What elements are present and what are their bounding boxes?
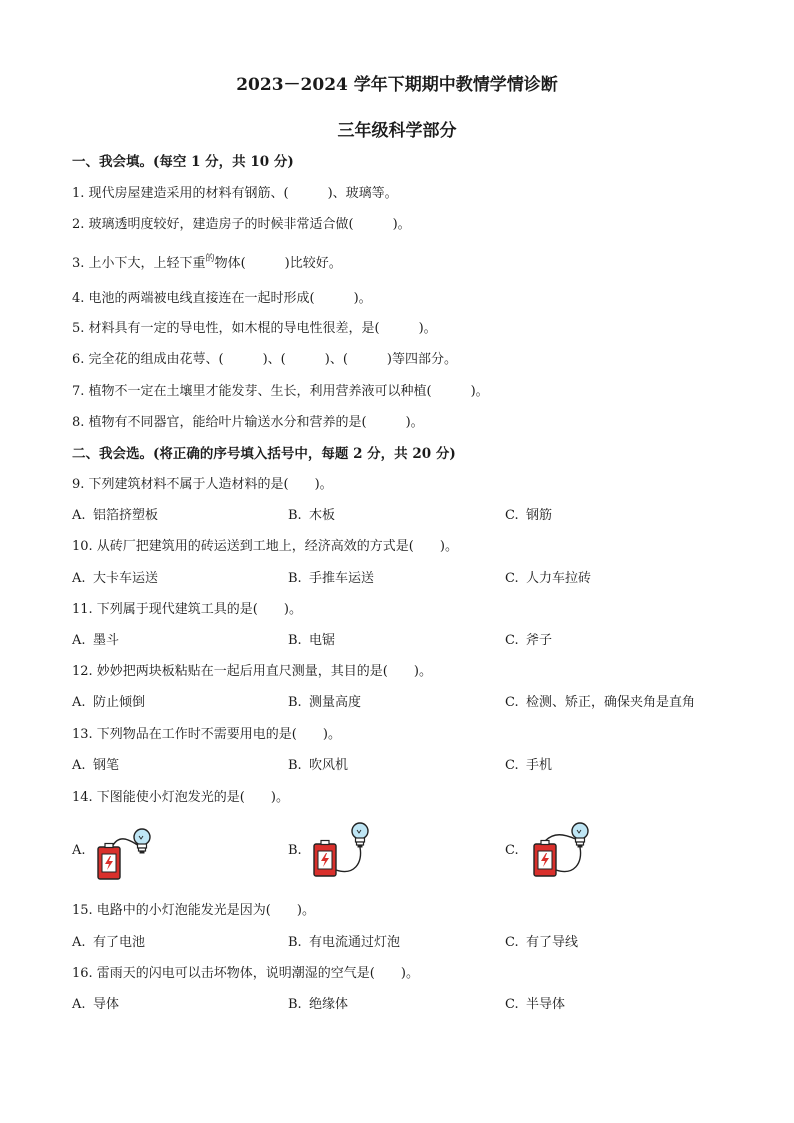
option-9-b[interactable] bbox=[288, 504, 335, 523]
light-bulb-icon bbox=[134, 829, 150, 854]
option-13-b[interactable] bbox=[288, 754, 348, 773]
page-title: 2023－2024 学年下期期中教情学情诊断 bbox=[236, 75, 558, 95]
circuit-diagram-a bbox=[94, 823, 158, 883]
option-letter: A. bbox=[72, 633, 86, 648]
option-letter: B. bbox=[288, 843, 302, 858]
option-letter: A. bbox=[72, 695, 86, 710]
question-5: 5. 材料具有一定的导电性，如木棍的导电性很差，是( )。 bbox=[72, 321, 437, 336]
question-3-end: 物体( )比较好。 bbox=[214, 256, 342, 271]
question-15: 15. 电路中的小灯泡能发光是因为( )。 bbox=[72, 903, 315, 918]
option-letter: B. bbox=[288, 508, 302, 523]
option-letter: A. bbox=[72, 508, 86, 523]
option-10-c[interactable] bbox=[505, 567, 591, 586]
option-11-b[interactable] bbox=[288, 629, 335, 648]
option-letter: C. bbox=[505, 935, 519, 950]
circuit-diagram-b bbox=[306, 818, 380, 884]
option-letter: C. bbox=[505, 508, 519, 523]
option-text: 手机 bbox=[526, 758, 553, 773]
option-15-a[interactable] bbox=[72, 931, 145, 950]
battery-icon bbox=[98, 844, 120, 880]
option-text: 钢筋 bbox=[526, 508, 553, 523]
option-text: 导体 bbox=[93, 997, 120, 1012]
option-letter: B. bbox=[288, 571, 302, 586]
section-2-heading: 二、我会选。(将正确的序号填入括号中，每题 2 分，共 20 分) bbox=[72, 446, 456, 462]
option-13-a[interactable] bbox=[72, 754, 119, 773]
option-11-c[interactable] bbox=[505, 629, 552, 648]
option-letter: C. bbox=[505, 695, 519, 710]
option-12-a[interactable] bbox=[72, 691, 145, 710]
page-subtitle: 三年级科学部分 bbox=[337, 121, 457, 141]
option-text: 钢笔 bbox=[93, 758, 120, 773]
option-16-c[interactable] bbox=[505, 993, 565, 1012]
option-letter: A. bbox=[72, 997, 86, 1012]
question-8: 8. 植物有不同器官，能给叶片输送水分和营养的是( )。 bbox=[72, 415, 424, 430]
option-text: 墨斗 bbox=[93, 633, 120, 648]
question-16: 16. 雷雨天的闪电可以击坏物体，说明潮湿的空气是( )。 bbox=[72, 966, 419, 981]
option-text: 半导体 bbox=[526, 997, 566, 1012]
option-letter: B. bbox=[288, 695, 302, 710]
question-12: 12. 妙妙把两块板粘贴在一起后用直尺测量，其目的是( )。 bbox=[72, 664, 432, 679]
option-13-c[interactable] bbox=[505, 754, 552, 773]
option-text: 检测、矫正，确保夹角是直角 bbox=[526, 695, 696, 710]
option-9-a[interactable] bbox=[72, 504, 158, 523]
battery-icon bbox=[534, 841, 556, 877]
option-text: 木板 bbox=[309, 508, 336, 523]
option-text: 测量高度 bbox=[309, 695, 362, 710]
question-13: 13. 下列物品在工作时不需要用电的是( )。 bbox=[72, 727, 341, 742]
question-14: 14. 下图能使小灯泡发光的是( )。 bbox=[72, 790, 289, 805]
circuit-diagram-c bbox=[526, 818, 600, 884]
question-4: 4. 电池的两端被电线直接连在一起时形成( )。 bbox=[72, 291, 372, 306]
question-2: 2. 玻璃透明度较好，建造房子的时候非常适合做( )。 bbox=[72, 217, 411, 232]
light-bulb-icon bbox=[352, 823, 368, 848]
option-letter: C. bbox=[505, 758, 519, 773]
battery-icon bbox=[314, 841, 336, 877]
option-text: 大卡车运送 bbox=[93, 571, 159, 586]
option-letter: A. bbox=[72, 843, 86, 858]
option-text: 防止倾倒 bbox=[93, 695, 146, 710]
wire bbox=[556, 848, 581, 872]
wire bbox=[336, 848, 361, 872]
question-3 bbox=[72, 252, 342, 271]
question-3-superscript: 的 bbox=[205, 254, 215, 264]
option-text: 手推车运送 bbox=[309, 571, 375, 586]
section-1-heading: 一、我会填。(每空 1 分，共 10 分) bbox=[72, 154, 294, 170]
option-text: 有电流通过灯泡 bbox=[309, 935, 401, 950]
option-text: 人力车拉砖 bbox=[526, 571, 592, 586]
option-text: 斧子 bbox=[526, 633, 553, 648]
option-letter: A. bbox=[72, 758, 86, 773]
option-text: 吹风机 bbox=[309, 758, 349, 773]
option-letter: A. bbox=[72, 935, 86, 950]
question-3-start: 3. 上小下大，上轻下重 bbox=[72, 256, 206, 271]
option-10-b[interactable] bbox=[288, 567, 374, 586]
question-6: 6. 完全花的组成由花萼、( )、( )、( )等四部分。 bbox=[72, 352, 457, 367]
question-1: 1. 现代房屋建造采用的材料有钢筋、( )、玻璃等。 bbox=[72, 186, 398, 201]
option-letter: C. bbox=[505, 997, 519, 1012]
option-16-b[interactable] bbox=[288, 993, 348, 1012]
wire bbox=[112, 839, 138, 847]
option-letter: C. bbox=[505, 843, 519, 858]
option-letter: B. bbox=[288, 758, 302, 773]
option-15-c[interactable] bbox=[505, 931, 578, 950]
option-letter: C. bbox=[505, 571, 519, 586]
option-11-a[interactable] bbox=[72, 629, 119, 648]
option-letter: B. bbox=[288, 997, 302, 1012]
option-12-b[interactable] bbox=[288, 691, 361, 710]
option-15-b[interactable] bbox=[288, 931, 400, 950]
question-9: 9. 下列建筑材料不属于人造材料的是( )。 bbox=[72, 477, 333, 492]
option-text: 绝缘体 bbox=[309, 997, 349, 1012]
option-letter: C. bbox=[505, 633, 519, 648]
option-9-c[interactable] bbox=[505, 504, 552, 523]
option-text: 铝箔挤塑板 bbox=[93, 508, 159, 523]
option-10-a[interactable] bbox=[72, 567, 158, 586]
option-text: 有了导线 bbox=[526, 935, 579, 950]
light-bulb-icon bbox=[572, 823, 588, 848]
option-letter: A. bbox=[72, 571, 86, 586]
question-10: 10. 从砖厂把建筑用的砖运送到工地上，经济高效的方式是( )。 bbox=[72, 539, 458, 554]
option-12-c[interactable] bbox=[505, 691, 695, 710]
option-text: 电锯 bbox=[309, 633, 336, 648]
question-7: 7. 植物不一定在土壤里才能发芽、生长，利用营养液可以种植( )。 bbox=[72, 384, 489, 399]
option-letter: B. bbox=[288, 633, 302, 648]
option-14-a[interactable] bbox=[72, 843, 93, 858]
option-16-a[interactable] bbox=[72, 993, 119, 1012]
option-text: 有了电池 bbox=[93, 935, 146, 950]
option-letter: B. bbox=[288, 935, 302, 950]
question-11: 11. 下列属于现代建筑工具的是( )。 bbox=[72, 602, 302, 617]
option-14-c[interactable] bbox=[505, 843, 526, 858]
